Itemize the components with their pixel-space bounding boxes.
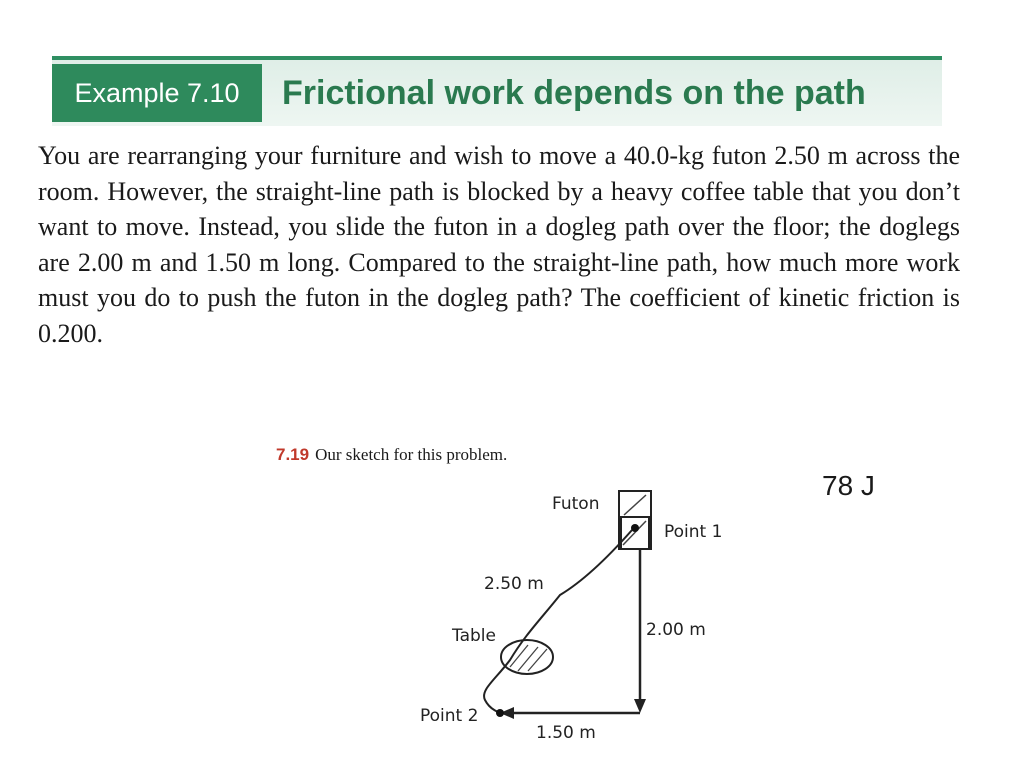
straight-line-path: [484, 530, 632, 713]
table-hatch: [518, 647, 538, 671]
table-shape: [501, 640, 553, 674]
answer-note: 78 J: [822, 470, 875, 501]
figure-caption: [276, 445, 507, 465]
example-label: Example 7.10: [52, 64, 262, 122]
table-hatch: [528, 649, 547, 671]
straight-distance-label: 2.50 m: [484, 574, 544, 594]
futon-label: Futon: [552, 494, 600, 514]
problem-statement: You are rearranging your furniture and wish to move a 40.0-kg futon 2.50 m across the room. However, the straight-line path is blocked by a heavy coffee table that you don’t want to move. Instead, you slide the futon in a dogleg path over the floor; the doglegs are 2.00 m and 1.50 m long. Compared to the straight-line path, how much more work must you do to push the futon in the dogleg path? The coefficient of kinetic friction is 0.200.: [38, 141, 960, 348]
example-title: Frictional work depends on the path: [282, 74, 866, 112]
point-1-label: Point 1: [664, 522, 723, 542]
figure-caption-text: Our sketch for this problem.: [315, 445, 508, 464]
futon-hatch: [624, 495, 646, 515]
path-sketch: [410, 485, 750, 750]
point-2-label: Point 2: [420, 706, 479, 726]
arrowhead-down: [634, 699, 646, 713]
table-label: Table: [452, 626, 496, 646]
vertical-distance-label: 2.00 m: [646, 620, 706, 640]
horizontal-distance-label: 1.50 m: [536, 723, 596, 743]
figure-number: 7.19: [276, 445, 310, 464]
point-2-dot: [496, 709, 504, 717]
example-header: [52, 56, 942, 126]
